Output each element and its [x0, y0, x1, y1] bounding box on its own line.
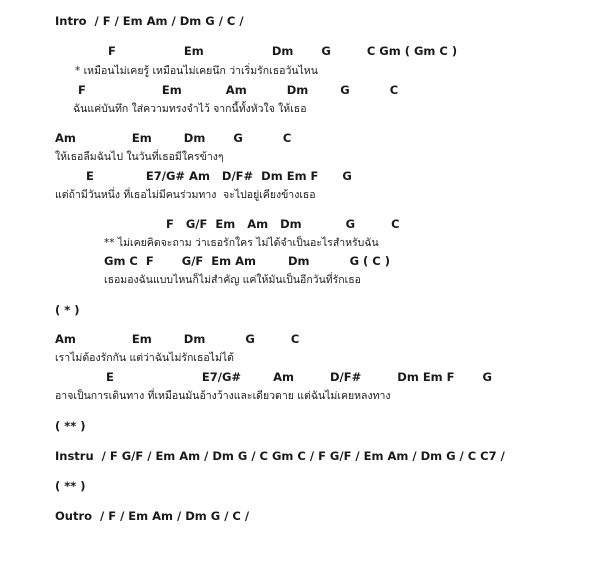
verse2-lyric-2: แต่ถ้ามีวันหนึ่ง ที่เธอไม่มีคนร่วมทาง จะไปอยู่เคียงข้างเธอ — [55, 189, 316, 201]
chorus-lyric-2: เธอมองฉันแบบไหนก็ไม่สำคัญ แค่ให้มันเป็นอีกวันที่รักเธอ — [104, 274, 361, 286]
outro-line: Outro / F / Em Am / Dm G / C / — [55, 509, 250, 523]
verse2-lyric-1: ให้เธอลืมฉันไป ในวันที่เธอมีใครข้างๆ — [55, 151, 224, 163]
repeat-chorus-marker-1: ( ** ) — [55, 419, 86, 433]
verse3-lyric-1: เราไม่ต้องรักกัน แต่ว่าฉันไม่รักเธอไม่ได้ — [55, 352, 234, 364]
intro-line: Intro / F / Em Am / Dm G / C / — [55, 14, 244, 28]
verse3-chords-2: E E7/G# Am D/F# Dm Em F G — [106, 370, 492, 384]
repeat-verse-marker: ( * ) — [55, 303, 80, 317]
verse3-lyric-2: อาจเป็นการเดินทาง ที่เหมือนมันอ้างว้างและเดียวดาย แต่ฉันไม่เคยหลงทาง — [55, 390, 391, 402]
verse1-chords-2: F Em Am Dm G C — [78, 83, 399, 97]
chorus-chords-2: Gm C F G/F Em Am Dm G ( C ) — [104, 254, 390, 268]
verse2-chords-1: Am Em Dm G C — [55, 131, 292, 145]
verse2-chords-2: E E7/G# Am D/F# Dm Em F G — [86, 169, 352, 183]
verse3-chords-1: Am Em Dm G C — [55, 332, 300, 346]
chorus-chords-1: F G/F Em Am Dm G C — [166, 217, 400, 231]
instru-line: Instru / F G/F / Em Am / Dm G / C Gm C / F G/F / Em Am / Dm G / C C7 / — [55, 449, 505, 463]
chorus-lyric-1: ** ไม่เคยคิดจะถาม ว่าเธอรักใคร ไม่ได้จำเป็นอะไรสำหรับฉัน — [104, 237, 379, 249]
verse1-lyric-2: ฉันแค่บันทึก ใส่ความทรงจำไว้ จากนี้ทั้งหัวใจ ให้เธอ — [73, 103, 307, 115]
verse1-chords-1: F Em Dm G C Gm ( Gm C ) — [108, 44, 458, 58]
repeat-chorus-marker-2: ( ** ) — [55, 479, 86, 493]
verse1-lyric-1: * เหมือนไม่เคยรู้ เหมือนไม่เคยนึก ว่าเริ่มรักเธอวันไหน — [75, 65, 318, 77]
